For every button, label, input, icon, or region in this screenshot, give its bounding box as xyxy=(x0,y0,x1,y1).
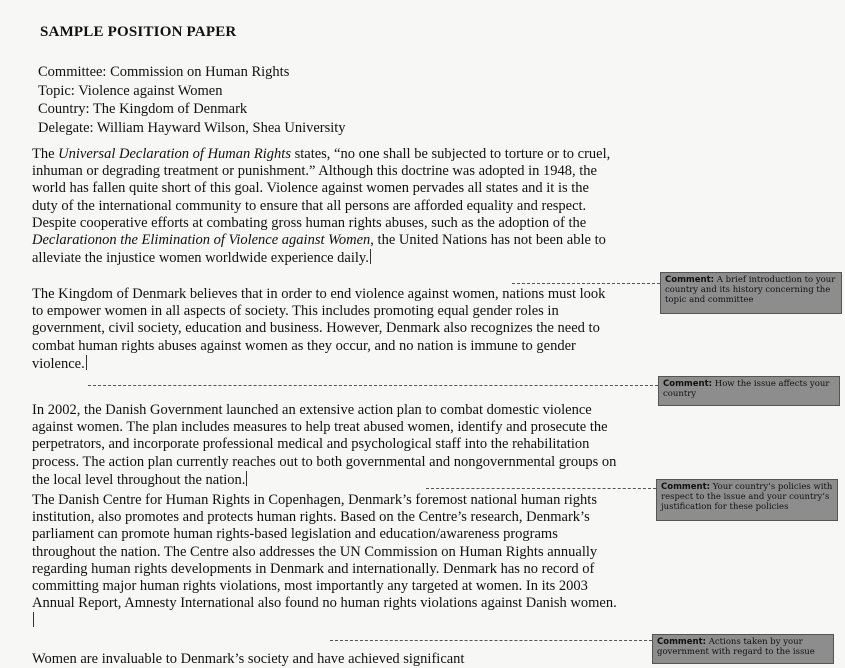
paragraph-text: The xyxy=(32,146,59,162)
comment-box[interactable] xyxy=(652,634,834,664)
comment-leader-line xyxy=(426,488,656,489)
comment-label: Comment: xyxy=(663,379,713,389)
paragraph-introduction xyxy=(32,146,617,267)
paragraph-text: states, “no one shall be subjected to torture or to cruel, inhuman or degrading treatment or punishment.” Although this doctrine was adopted in 1948, the world has fallen quite short of this goal. Violence against women pervades all states and it is the duty of the international community to ensure that all persons are afforded equality and respect. Despite cooperative efforts at combating gross human rights abuses, such as the adoption of the xyxy=(32,146,611,231)
paragraph-text: , the United Nations has not been able to alleviate the injustice women worldwide experience daily. xyxy=(32,232,606,267)
comment-anchor xyxy=(86,355,88,370)
delegate-line: Delegate: William Hayward Wilson, Shea University xyxy=(38,119,346,136)
paragraph-position xyxy=(32,286,617,373)
paragraph-continuation xyxy=(32,651,617,668)
comment-box[interactable] xyxy=(660,272,842,314)
paragraph-text: The Kingdom of Denmark believes that in order to end violence against women, nations must look to empower women in all aspects of society. This includes promoting equal gender roles in government, civil society, education and business. However, Denmark also recognizes the need to combat human rights abuses against women as they occur, and no nation is immune to gender violence. xyxy=(32,286,606,372)
paragraph-italic: Declarationon the Elimination of Violence against Women xyxy=(32,232,371,249)
comment-box[interactable] xyxy=(658,376,840,406)
paragraph-text: In 2002, the Danish Government launched an extensive action plan to combat domestic violence against women. The plan includes measures to help treat abused women, identify and prosecute the perpetrators, and incorporate professional medical and psychological staff into the rehabilitation process. The action plan currently reaches out to both governmental and nongovernmental groups on the local level throughout the nation. xyxy=(32,402,617,488)
comment-label: Comment: xyxy=(657,637,707,647)
paragraph-action-plan xyxy=(32,402,617,489)
comment-label: Comment: xyxy=(665,275,715,285)
paragraph-text: The Danish Centre for Human Rights in Copenhagen, Denmark’s foremost national human rights institution, also promotes and protects human rights. Based on the Centre’s research, Denmark’s parliament can promote human rights-based legislation and education/awareness programs throughout the nation. The Centre also addresses the UN Commission on Human Rights annually regarding human rights developments in Denmark and internationally. Denmark has no record of committing major human rights violations, most importantly any targeted at women. In its 2003 Annual Report, Amnesty International also found no human rights violations against Danish women. xyxy=(32,492,617,612)
committee-line: Committee: Commission on Human Rights xyxy=(38,64,290,80)
paragraph-text: Women are invaluable to Denmark’s society and have achieved significant xyxy=(32,651,465,667)
comment-text: Actions taken by your government with regard to the issue xyxy=(657,637,815,657)
comment-anchor xyxy=(33,612,35,627)
comment-leader-line xyxy=(330,640,652,641)
paper-metadata xyxy=(38,63,346,137)
comment-text: How the issue affects your country xyxy=(663,379,830,399)
paragraph-human-rights-centre xyxy=(32,492,617,631)
paragraph-italic: Universal Declaration of Human Rights xyxy=(58,146,291,162)
comment-text: Your country’s policies with respect to the issue and your country’s justification for these policies xyxy=(661,482,833,512)
comment-anchor xyxy=(370,249,372,264)
topic-line: Topic: Violence against Women xyxy=(38,82,223,99)
comment-leader-line xyxy=(512,283,660,284)
comment-leader-line xyxy=(88,385,658,386)
comment-label: Comment: xyxy=(661,482,711,492)
comment-anchor xyxy=(246,471,248,486)
country-line: Country: The Kingdom of Denmark xyxy=(38,101,248,117)
comment-text: A brief introduction to your country and its history concerning the topic and committee xyxy=(665,275,836,305)
page-title: SAMPLE POSITION PAPER xyxy=(40,24,237,40)
comment-box[interactable] xyxy=(656,479,838,521)
